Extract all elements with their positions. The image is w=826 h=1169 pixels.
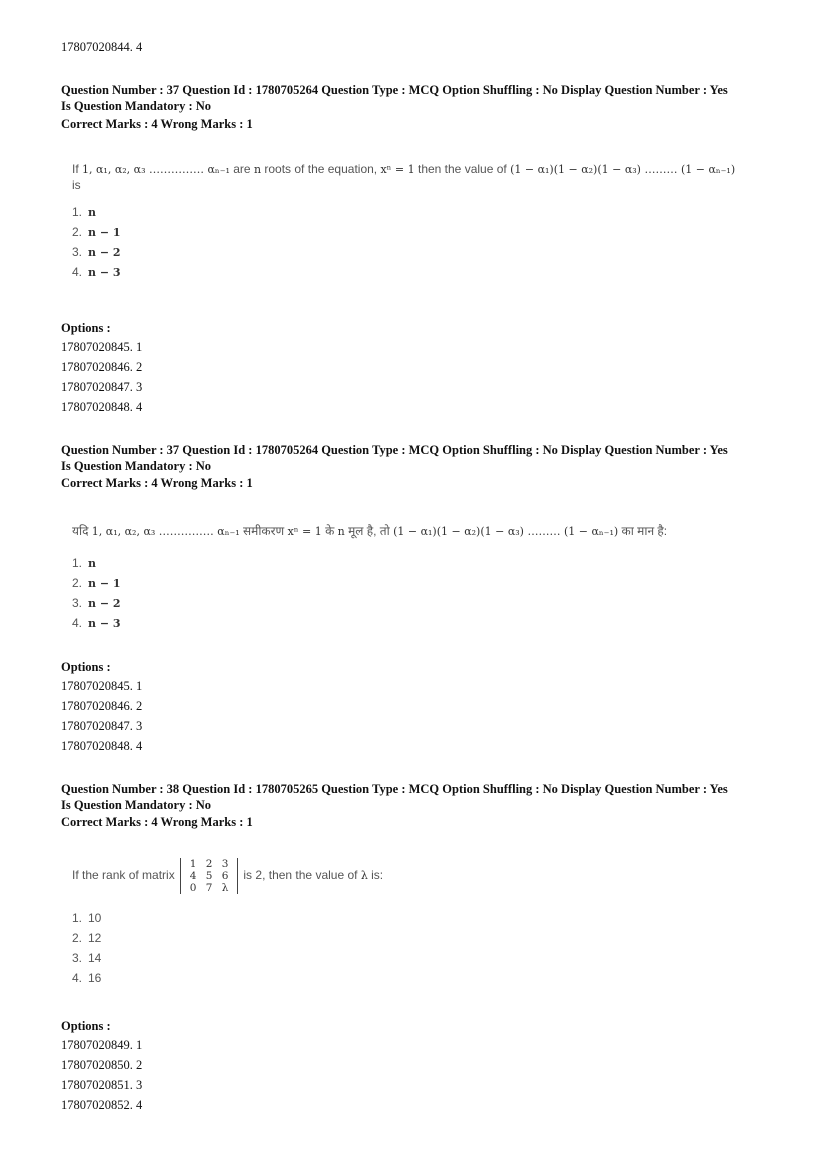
mandatory-line: Is Question Mandatory : No bbox=[61, 99, 212, 113]
choice-item: 3. n − 2 bbox=[72, 596, 121, 610]
options-label: Options : bbox=[61, 1019, 111, 1033]
option-id-line: 17807020849. 1 bbox=[61, 1038, 143, 1052]
question-text: If 1, α₁, α₂, α₃ …………… αₙ₋₁ are n roots of the equation, xⁿ = 1 then the value of (1 − α₁)(1 − α₂)(1 − α₃) ……… (1 − αₙ₋₁) bbox=[72, 162, 736, 176]
choice-list bbox=[72, 553, 792, 633]
matrix-row: 1 2 3 bbox=[189, 858, 229, 870]
option-id-line: 17807020847. 3 bbox=[61, 719, 143, 733]
question-image bbox=[72, 858, 792, 988]
marks-line: Correct Marks : 4 Wrong Marks : 1 bbox=[61, 476, 253, 490]
matrix-row: 4 5 6 bbox=[189, 870, 229, 882]
choice-item: 3. 14 bbox=[72, 951, 102, 965]
option-id-line: 17807020846. 2 bbox=[61, 360, 143, 374]
choice-item: 2. n − 1 bbox=[72, 576, 121, 590]
choice-item: 1. 10 bbox=[72, 911, 102, 925]
marks-line: Correct Marks : 4 Wrong Marks : 1 bbox=[61, 815, 253, 829]
option-id-line: 17807020852. 4 bbox=[61, 1098, 143, 1112]
choice-item: 4. 16 bbox=[72, 971, 102, 985]
question-image bbox=[72, 522, 792, 633]
options-label: Options : bbox=[61, 660, 111, 674]
matrix bbox=[180, 858, 238, 894]
option-id-line: 17807020851. 3 bbox=[61, 1078, 143, 1092]
choice-item: 1. n bbox=[72, 205, 96, 219]
question-text: यदि 1, α₁, α₂, α₃ …………… αₙ₋₁ समीकरण xⁿ = 1 के n मूल है, तो (1 − α₁)(1 − α₂)(1 − α₃) ……… (1 − αₙ₋₁) का मान है: bbox=[72, 524, 668, 538]
option-id-line: 17807020845. 1 bbox=[61, 679, 143, 693]
question-header-line: Question Number : 37 Question Id : 1780705264 Question Type : MCQ Option Shuffling : No Display Question Number : Yes bbox=[61, 83, 728, 97]
mandatory-line: Is Question Mandatory : No bbox=[61, 459, 212, 473]
mandatory-line: Is Question Mandatory : No bbox=[61, 798, 212, 812]
marks-line: Correct Marks : 4 Wrong Marks : 1 bbox=[61, 117, 253, 131]
choice-item: 3. n − 2 bbox=[72, 245, 121, 259]
choice-item: 2. n − 1 bbox=[72, 225, 121, 239]
option-id-line: 17807020850. 2 bbox=[61, 1058, 143, 1072]
question-header-line: Question Number : 38 Question Id : 1780705265 Question Type : MCQ Option Shuffling : No Display Question Number : Yes bbox=[61, 782, 728, 796]
option-id-line: 17807020848. 4 bbox=[61, 400, 143, 414]
choice-list bbox=[72, 908, 792, 988]
options-label: Options : bbox=[61, 321, 111, 335]
choice-list bbox=[72, 202, 792, 282]
choice-item: 4. n − 3 bbox=[72, 616, 121, 630]
option-id-line: 17807020848. 4 bbox=[61, 739, 143, 753]
choice-item: 1. n bbox=[72, 556, 96, 570]
choice-item: 4. n − 3 bbox=[72, 265, 121, 279]
option-id-line: 17807020845. 1 bbox=[61, 340, 143, 354]
previous-option-line: 17807020844. 4 bbox=[61, 40, 143, 54]
question-header-line: Question Number : 37 Question Id : 1780705264 Question Type : MCQ Option Shuffling : No Display Question Number : Yes bbox=[61, 443, 728, 457]
choice-item: 2. 12 bbox=[72, 931, 102, 945]
option-id-line: 17807020847. 3 bbox=[61, 380, 143, 394]
matrix-row: 0 7 λ bbox=[189, 882, 229, 894]
question-text-continuation: is bbox=[72, 178, 81, 192]
question-text: If the rank of matrix 1 2 3 4 5 6 0 7 λ is 2, then the value of λ is: bbox=[72, 858, 384, 894]
question-image bbox=[72, 162, 792, 282]
option-id-line: 17807020846. 2 bbox=[61, 699, 143, 713]
